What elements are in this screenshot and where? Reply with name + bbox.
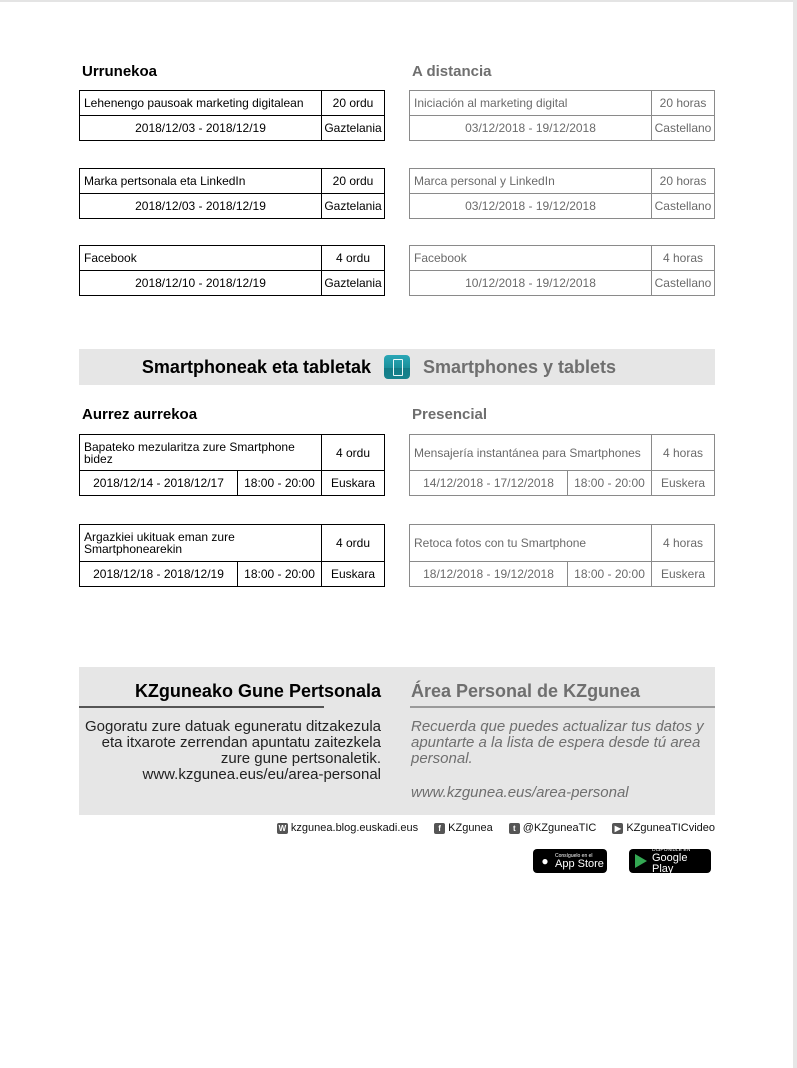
course-name[interactable]: Lehenengo pausoak marketing digitalean [80, 91, 322, 116]
facebook-icon: f [434, 823, 445, 834]
course-dates: 18/12/2018 - 19/12/2018 [410, 562, 568, 587]
course-duration: 20 horas [652, 91, 715, 116]
course-card [79, 245, 385, 296]
course-dates: 10/12/2018 - 19/12/2018 [410, 271, 652, 296]
course-name[interactable]: Iniciación al marketing digital [410, 91, 652, 116]
course-dates: 03/12/2018 - 19/12/2018 [410, 116, 652, 141]
personal-area-title-eu: KZguneako Gune Pertsonala [134, 681, 381, 701]
course-dates: 2018/12/14 - 2018/12/17 [80, 471, 238, 496]
course-card [409, 90, 715, 141]
section-title-es: A distancia [412, 63, 492, 80]
course-card [79, 90, 385, 141]
course-language: Castellano [652, 194, 715, 219]
course-time: 18:00 - 20:00 [568, 562, 652, 587]
social-link-blog[interactable] [277, 822, 418, 834]
divider [410, 706, 715, 708]
course-duration: 4 ordu [322, 246, 385, 271]
apple-icon: ● [541, 854, 549, 868]
course-dates: 14/12/2018 - 17/12/2018 [410, 471, 568, 496]
course-dates: 2018/12/03 - 2018/12/19 [80, 116, 322, 141]
category-title-es: Smartphones y tablets [423, 357, 617, 377]
course-dates: 2018/12/10 - 2018/12/19 [80, 271, 322, 296]
course-language: Euskara [322, 562, 385, 587]
course-language: Euskera [652, 471, 715, 496]
course-time: 18:00 - 20:00 [238, 471, 322, 496]
social-label: KZgunea [448, 822, 493, 834]
twitter-icon: t [509, 823, 520, 834]
course-duration: 20 horas [652, 169, 715, 194]
personal-area-title-es: Área Personal de KZgunea [411, 681, 641, 701]
social-label: kzgunea.blog.euskadi.eus [290, 822, 419, 834]
social-label: @KZguneaTIC [522, 822, 597, 834]
course-card [409, 524, 715, 587]
course-name[interactable]: Retoca fotos con tu Smartphone [410, 525, 652, 562]
course-duration: 4 horas [652, 246, 715, 271]
course-duration: 4 ordu [322, 435, 385, 471]
blog-icon: W [278, 823, 287, 833]
course-card [79, 434, 385, 496]
personal-area-link-es[interactable]: www.kzgunea.eus/area-personal [411, 784, 629, 801]
course-card [409, 168, 715, 219]
category-title-eu: Smartphoneak eta tabletak [141, 357, 371, 377]
badge-big-text: App Store [555, 857, 604, 870]
course-language: Gaztelania [322, 116, 385, 141]
google-play-badge[interactable] [629, 849, 711, 873]
badge-small-text: DISPONIBLE EN [652, 847, 691, 853]
course-language: Euskera [652, 562, 715, 587]
social-label: KZguneaTICvideo [626, 822, 715, 834]
social-links [277, 822, 715, 834]
badge-small-text: Consíguelo en el [555, 852, 593, 859]
course-language: Castellano [652, 271, 715, 296]
course-time: 18:00 - 20:00 [238, 562, 322, 587]
youtube-icon: ▶ [612, 823, 623, 834]
course-name[interactable]: Facebook [80, 246, 322, 271]
course-language: Gaztelania [322, 271, 385, 296]
divider [79, 706, 324, 708]
page-top-border [0, 0, 797, 2]
course-language: Castellano [652, 116, 715, 141]
google-play-icon [635, 854, 647, 868]
scrollbar-track[interactable] [793, 0, 797, 1068]
personal-area-box [79, 667, 715, 815]
app-store-badge[interactable] [533, 849, 607, 873]
social-link-twitter[interactable] [509, 822, 597, 834]
personal-area-text-eu[interactable]: Gogoratu zure datuak eguneratu ditzakezula eta itxarote zerrendan apuntatu zaitezkela zure gune pertsonaletik. www.kzgunea.eus/eu/area-personal [84, 718, 381, 783]
course-card [79, 524, 385, 587]
section-title-eu: Aurrez aurrekoa [82, 406, 198, 423]
course-time: 18:00 - 20:00 [568, 471, 652, 496]
badge-big-text: Google Play [652, 852, 688, 875]
course-name[interactable]: Mensajería instantánea para Smartphones [410, 435, 652, 471]
course-name[interactable]: Argazkiei ukituak eman zure Smartphonearekin [80, 525, 322, 562]
course-duration: 4 horas [652, 525, 715, 562]
course-name[interactable]: Marka pertsonala eta LinkedIn [80, 169, 322, 194]
course-card [409, 245, 715, 296]
course-duration: 4 horas [652, 435, 715, 471]
section-title-eu: Urrunekoa [82, 63, 158, 80]
course-dates: 03/12/2018 - 19/12/2018 [410, 194, 652, 219]
social-link-facebook[interactable] [434, 822, 493, 834]
category-band [79, 349, 715, 385]
course-card [409, 434, 715, 496]
course-name[interactable]: Bapateko mezularitza zure Smartphone bidez [80, 435, 322, 471]
course-dates: 2018/12/03 - 2018/12/19 [80, 194, 322, 219]
course-language: Gaztelania [322, 194, 385, 219]
smartphone-icon [384, 355, 410, 379]
course-duration: 20 ordu [322, 91, 385, 116]
section-title-es: Presencial [412, 406, 488, 423]
social-link-youtube[interactable] [612, 822, 715, 834]
personal-area-text-es: Recuerda que puedes actualizar tus datos y apuntarte a la lista de espera desde tú area personal. [411, 718, 704, 767]
course-name[interactable]: Marca personal y LinkedIn [410, 169, 652, 194]
course-name[interactable]: Facebook [410, 246, 652, 271]
course-language: Euskara [322, 471, 385, 496]
course-duration: 20 ordu [322, 169, 385, 194]
course-duration: 4 ordu [322, 525, 385, 562]
course-dates: 2018/12/18 - 2018/12/19 [80, 562, 238, 587]
course-card [79, 168, 385, 219]
